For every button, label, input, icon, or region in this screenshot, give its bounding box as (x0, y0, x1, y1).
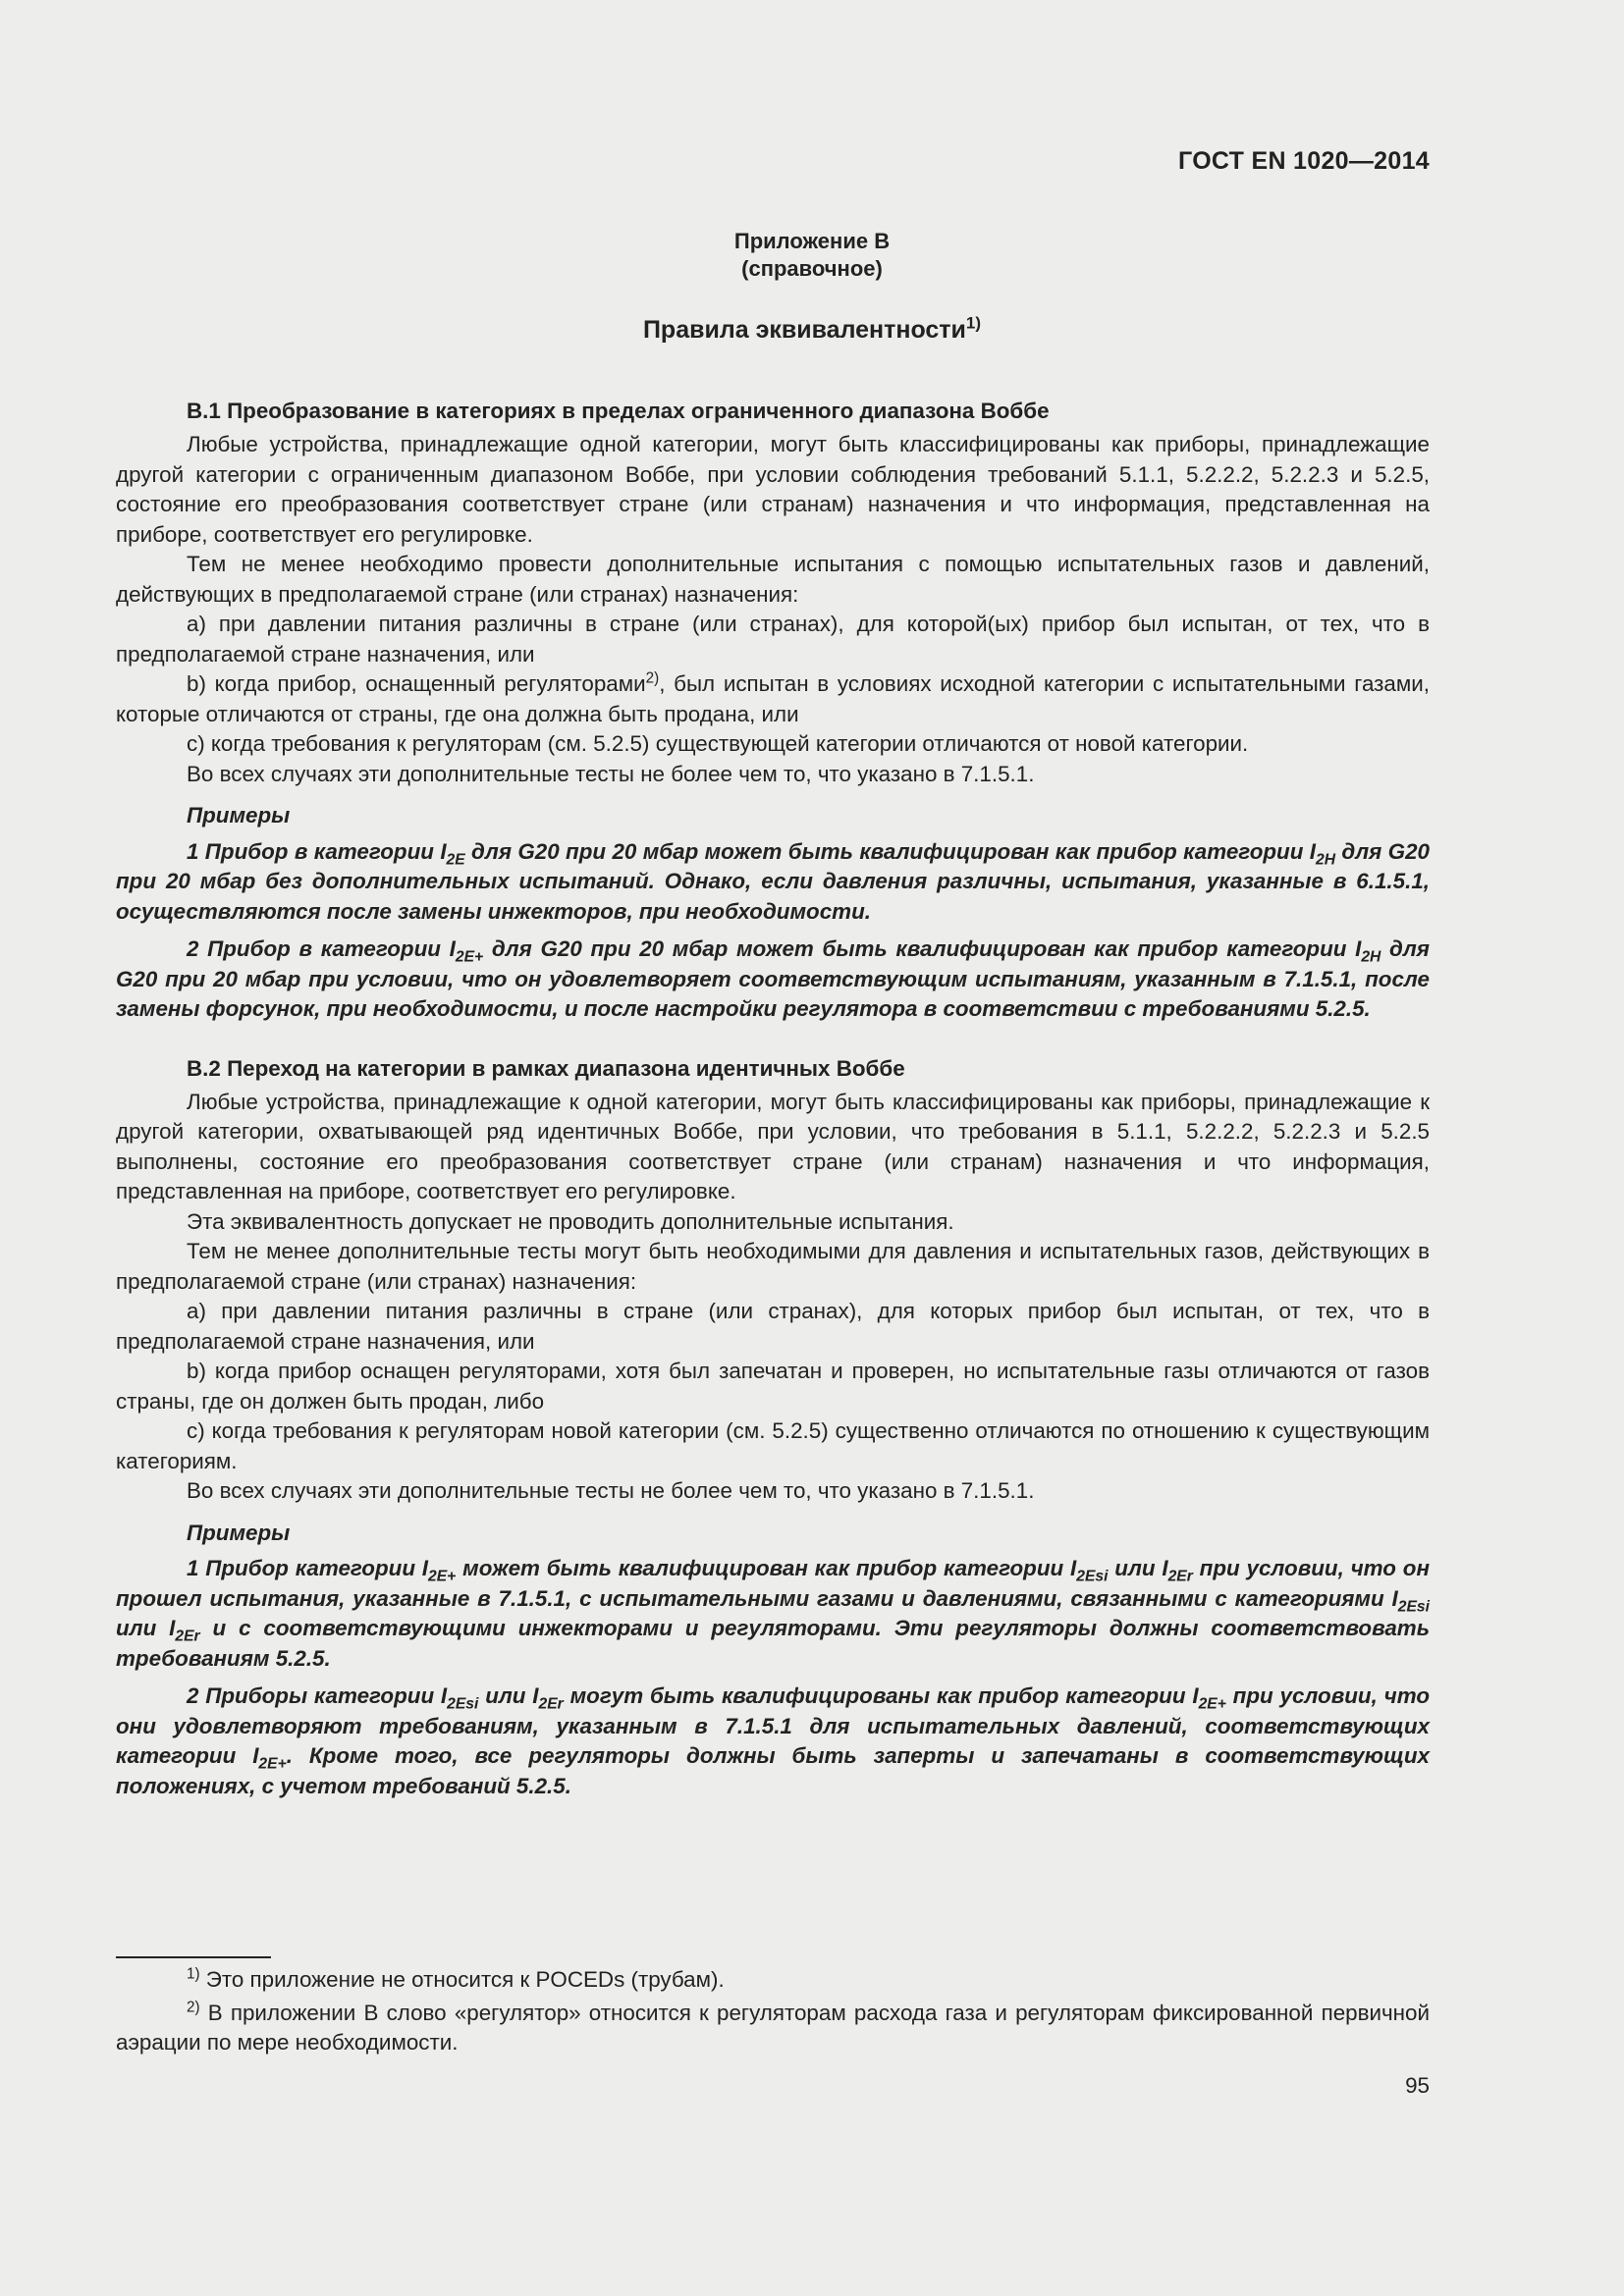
example-text: или I (116, 1616, 176, 1640)
example-text: при условии, что они удовлетворяют требованиям, указанным в 7.1.5.1 для испытательных давлений, соответствующих категории I (116, 1683, 1430, 1768)
list-item-b-text: b) когда прибор, оснащенный регуляторами (187, 671, 646, 696)
example-text: может быть квалифицирован как прибор категории I (456, 1556, 1077, 1580)
page-title (0, 313, 1624, 345)
example-text: . Кроме того, все регуляторы должны быть заперты и запечатаны в соответствующих положениях, с учетом требований 5.2.5. (116, 1743, 1431, 1798)
example-1 (116, 837, 1430, 928)
example-1 (116, 1554, 1430, 1674)
category-subscript: 2Er (1167, 1568, 1193, 1585)
footnote-mark: 2) (187, 1999, 200, 2016)
example-text: 2 Прибор в категории I (187, 936, 456, 961)
example-text: или I (1108, 1556, 1168, 1580)
examples-label: Примеры (187, 1520, 291, 1545)
standard-designation: ГОСТ EN 1020—2014 (1178, 147, 1430, 175)
list-item-a: a) при давлении питания различны в стране (или странах), для которой(ых) прибор был испытан, от тех, что в предполагаемой стране назначения, или (116, 612, 1430, 667)
footnote-text: Это приложение не относится к POCEDs (трубам). (205, 1967, 725, 1992)
paragraph: Тем не менее дополнительные тесты могут быть необходимыми для давления и испытательных газов, действующих в предполагаемой стране (или странах) назначения: (116, 1239, 1430, 1294)
example-2 (116, 934, 1430, 1025)
paragraph: Эта эквивалентность допускает не проводить дополнительные испытания. (187, 1208, 954, 1234)
footnote-divider (116, 1956, 271, 1958)
list-item-c: c) когда требования к регуляторам (см. 5.2.5) существующей категории отличаются от новой категории. (187, 731, 1249, 756)
category-subscript: 2Esi (1076, 1568, 1109, 1585)
list-item-a: a) при давлении питания различны в стране (или странах), для которых прибор был испытан, от тех, что в предполагаемой стране назначения, или (116, 1299, 1430, 1354)
footnote-2 (116, 1999, 1430, 2057)
paragraph: Во всех случаях эти дополнительные тесты не более чем то, что указано в 7.1.5.1. (187, 761, 1035, 786)
category-subscript: 2E+ (258, 1755, 287, 1773)
annex-title (0, 228, 1624, 283)
footnote-ref: 1) (965, 313, 982, 333)
main-content (116, 395, 1430, 1809)
spacer (116, 1033, 1430, 1052)
section-heading-b1: B.1 Преобразование в категориях в пределах ограниченного диапазона Воббе (187, 399, 1050, 423)
category-subscript: 2E+ (428, 1568, 457, 1585)
example-text: 2 Приборы категории I (187, 1683, 448, 1708)
category-subscript: 2E (446, 850, 465, 868)
footnote-text: В приложении B слово «регулятор» относится к регуляторам расхода газа и регуляторам фиксированной первичной аэрации по мере необходимости. (116, 2001, 1430, 2055)
category-subscript: 2Esi (1397, 1597, 1430, 1615)
page-title-text: Правила эквивалентности (642, 316, 966, 344)
list-item-b (116, 669, 1430, 729)
example-text: для G20 при 20 мбар может быть квалифицирован как прибор категории I (464, 838, 1316, 864)
section-heading-b2: B.2 Переход на категории в рамках диапазона идентичных Воббе (187, 1055, 905, 1081)
category-subscript: 2H (1315, 850, 1335, 868)
example-text: и с соответствующими инжекторами и регуляторами. Эти регуляторы должны соответствовать требованиям 5.2.5. (116, 1616, 1430, 1671)
example-text: для G20 при 20 мбар без дополнительных испытаний. Однако, если давления различны, испытания, указанные в 6.1.5.1, осуществляются после замены инжекторов, при необходимости. (116, 838, 1430, 924)
page-number: 95 (1405, 2073, 1430, 2098)
paragraph: Во всех случаях эти дополнительные тесты не более чем то, что указано в 7.1.5.1. (187, 1478, 1035, 1503)
footnote-1 (116, 1965, 1430, 1995)
annex-type: (справочное) (741, 256, 883, 281)
paragraph: Любые устройства, принадлежащие одной категории, могут быть классифицированы как приборы, принадлежащие другой категории с ограниченным диапазоном Воббе, при условии соблюдения требований 5.1.1, 5.2.2.2, 5.2.2.3 и 5.2.5, состояние его преобразования соответствует стране (или странам) назначения и что информация, представленная на приборе, соответствует его регулировке. (116, 432, 1430, 547)
footnote-mark: 1) (187, 1965, 200, 1983)
example-text: могут быть квалифицированы как прибор категории I (563, 1683, 1199, 1708)
category-subscript: 2Esi (447, 1695, 479, 1713)
example-2 (116, 1682, 1430, 1801)
category-subscript: 2Er (175, 1628, 200, 1645)
category-subscript: 2E+ (455, 948, 484, 966)
example-text: или I (478, 1683, 539, 1708)
annex-label: Приложение B (733, 229, 891, 253)
footnote-ref: 2) (645, 669, 660, 687)
list-item-b-text-cont: , был испытан в условиях исходной категории с испытательными газами, которые отличаются от страны, где она должна быть продана, или (116, 671, 1430, 726)
paragraph: Любые устройства, принадлежащие к одной категории, могут быть классифицированы как приборы, принадлежащие к другой категории, охватывающей ряд идентичных Воббе, при условии, что требования в 5.1.1, 5.2.2.2, 5.2.2.3 и 5.2.5 выполнены, состояние его преобразования соответствует стране (или странам) назначения и что информация, представленная на приборе, соответствует его регулировке. (116, 1089, 1430, 1203)
category-subscript: 2Er (538, 1695, 564, 1713)
example-text: для G20 при 20 мбар при условии, что он удовлетворяет соответствующим испытаниям, указанным в 7.1.5.1, после замены форсунок, при необходимости, и после настройки регулятора в соответствии с требованиями 5.2.5. (116, 936, 1430, 1021)
examples-label: Примеры (187, 803, 291, 828)
footnotes (116, 1965, 1430, 2061)
paragraph: Тем не менее необходимо провести дополнительные испытания с помощью испытательных газов и давлений, действующих в предполагаемой стране (или странах) назначения: (116, 552, 1430, 607)
example-text: при условии, что он прошел испытания, указанные в 7.1.5.1, с испытательными газами и давлениями, связанными с категориями I (116, 1556, 1430, 1611)
example-text: для G20 при 20 мбар может быть квалифицирован как прибор категории I (483, 936, 1362, 961)
category-subscript: 2E+ (1198, 1695, 1226, 1713)
example-text: 1 Прибор в категории I (187, 838, 447, 864)
list-item-c: c) когда требования к регуляторам новой категории (см. 5.2.5) существенно отличаются по отношению к существующим категориям. (116, 1418, 1430, 1473)
list-item-b: b) когда прибор оснащен регуляторами, хотя был запечатан и проверен, но испытательные газы отличаются от газов страны, где он должен быть продан, либо (116, 1359, 1430, 1414)
example-text: 1 Прибор категории I (187, 1556, 429, 1580)
category-subscript: 2H (1361, 948, 1381, 966)
